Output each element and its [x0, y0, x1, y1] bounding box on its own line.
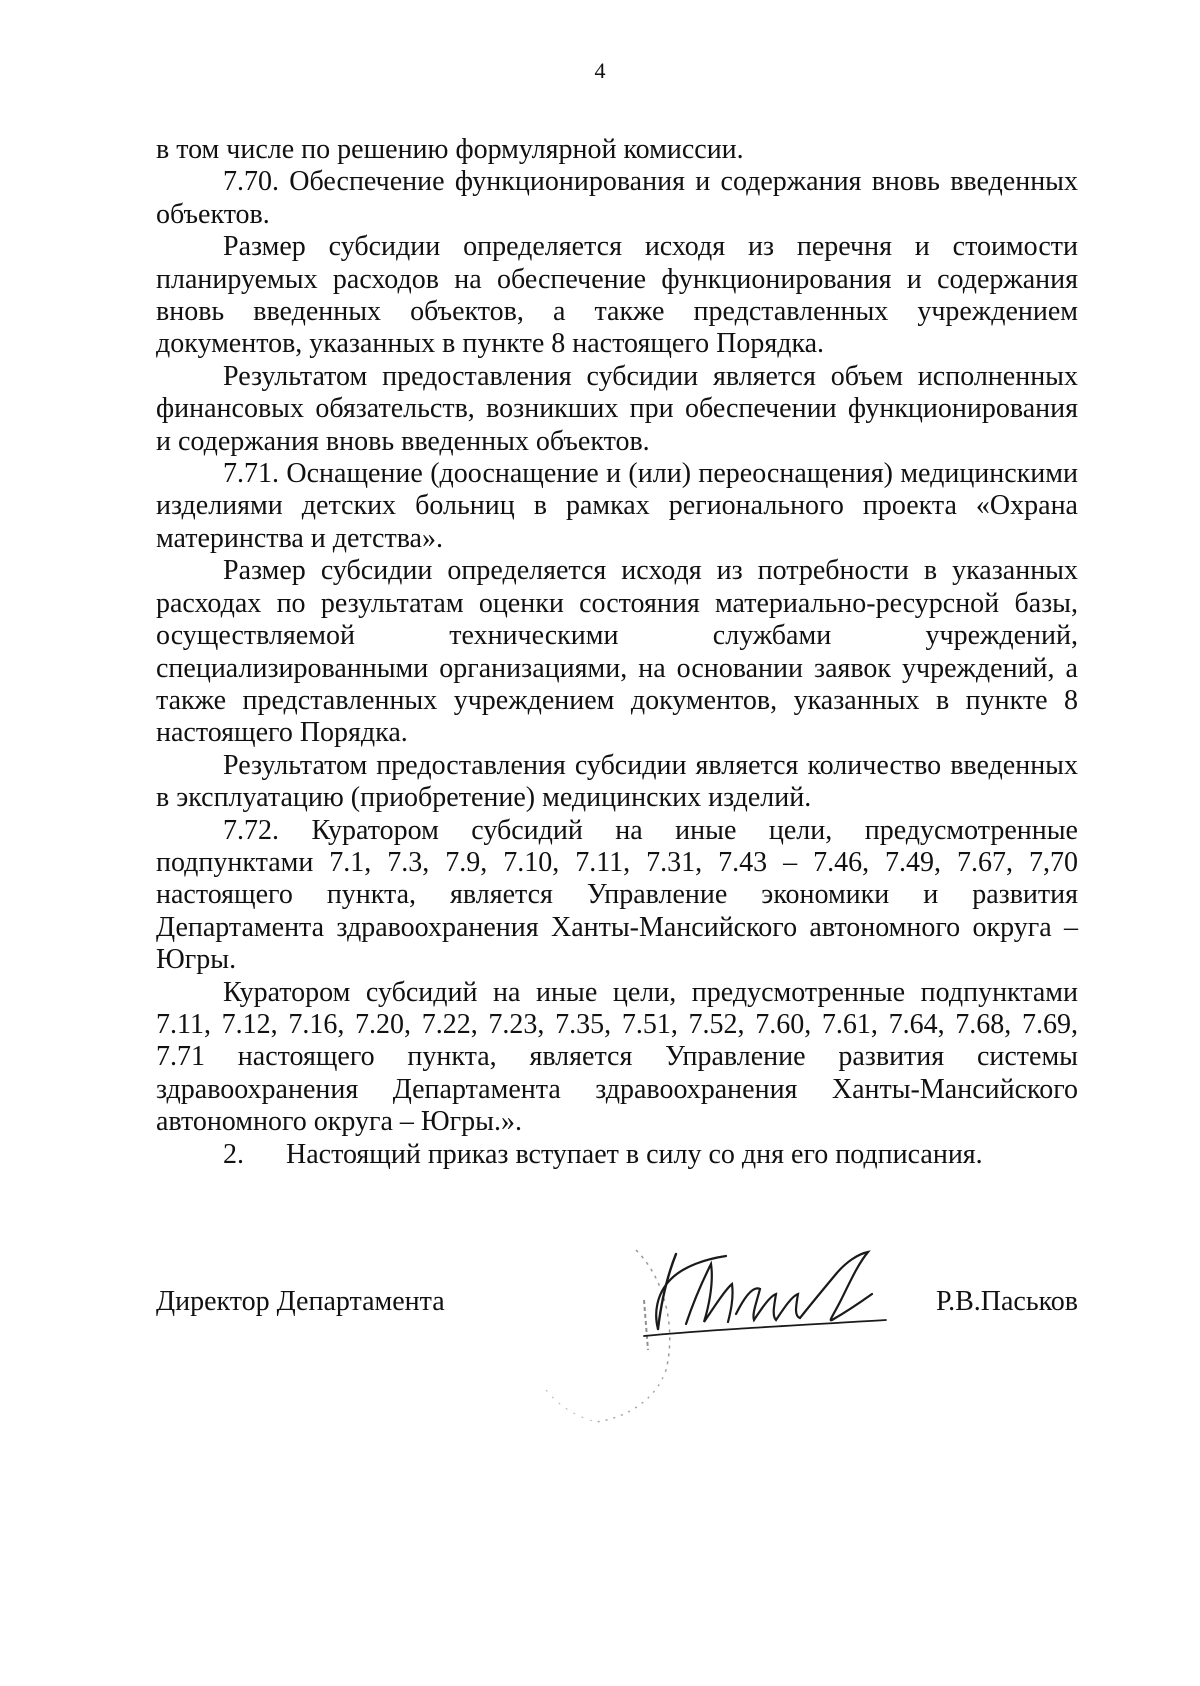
paragraph-7-71-result: Результатом предоставления субсидии является количество введенных в эксплуатацию (приобретение) медицинских изделий. [156, 749, 1078, 814]
paragraph-item-2: 2. Настоящий приказ вступает в силу со дня его подписания. [223, 1138, 983, 1170]
paragraph-7-72: 7.72. Куратором субсидий на иные цели, предусмотренные подпунктами 7.1, 7.3, 7.9, 7.10, 7.11, 7.31, 7.43 – 7.46, 7.49, 7.67, 7,70 настоящего пункта, является Управление экономики и развития Департамента здравоохранения Ханты-Мансийского автономного округа – Югры. [156, 814, 1078, 976]
handwritten-signature-icon [636, 1234, 896, 1344]
paragraph-7-70-subsidy-size: Размер субсидии определяется исходя из перечня и стоимости планируемых расходов на обеспечение функционирования и содержания вновь введенных объектов, а также представленных учреждением документов, указанных в пункте 8 настоящего Порядка. [156, 231, 1078, 360]
paragraph-7-72-second-curator: Куратором субсидий на иные цели, предусмотренные подпунктами 7.11, 7.12, 7.16, 7.20, 7.22, 7.23, 7.35, 7.51, 7.52, 7.60, 7.61, 7.64, 7.68, 7.69, 7.71 настоящего пункта, является Управление развития системы здравоохранения Департамента здравоохранения Ханты-Мансийского автономного округа – Югры.». [156, 976, 1078, 1138]
signature-block [156, 1280, 1078, 1340]
paragraph-continuation: в том числе по решению формулярной комиссии. [156, 134, 744, 165]
page-number: 4 [594, 58, 606, 83]
signatory-name: Р.В.Паськов [936, 1286, 1078, 1317]
paragraph-7-70: 7.70. Обеспечение функционирования и содержания вновь введенных объектов. [156, 166, 1078, 230]
paragraph-7-71-subsidy-size: Размер субсидии определяется исходя из потребности в указанных расходах по результатам оценки состояния материально-ресурсной базы, осуществляемой техническими службами учреждений, специализированными организациями, на основании заявок учреждений, а также представленных учреждением документов, указанных в пункте 8 настоящего Порядка. [156, 555, 1078, 749]
document-body [156, 134, 1078, 1171]
paragraph-7-70-result: Результатом предоставления субсидии является объем исполненных финансовых обязательств, возникших при обеспечении функционирования и содержания вновь введенных объектов. [156, 360, 1078, 457]
paragraph-7-71: 7.71. Оснащение (дооснащение и (или) переоснащения) медицинскими изделиями детских больниц в рамках регионального проекта «Охрана материнства и детства». [156, 458, 1078, 554]
signatory-position: Директор Департамента [156, 1286, 445, 1317]
